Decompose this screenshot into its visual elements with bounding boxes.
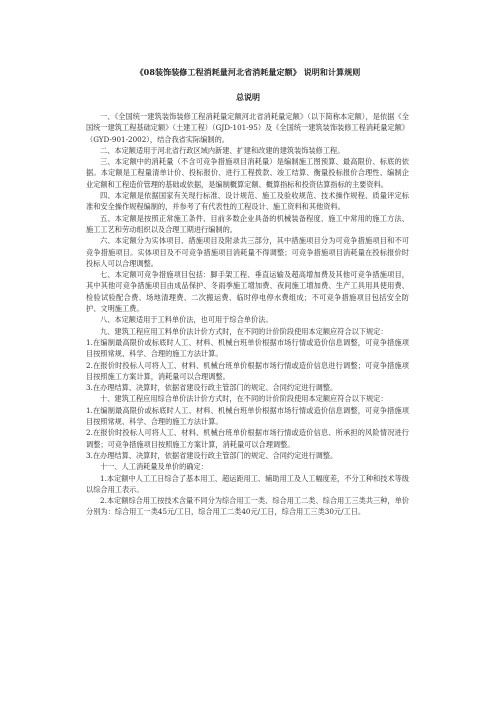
paragraph: 九、建筑工程应用工料单价法计价方式时，在不同的计价阶段使用本定额应符合以下规定： <box>100 326 388 336</box>
paragraph: 十、建筑工程应用综合单价法计价方式时，在不同的计价阶段使用本定额应符合以下规定： <box>100 394 388 404</box>
paragraph: 二、本定额适用于河北省行政区域内新建、扩建和改建的建筑装饰装修工程。 <box>100 145 345 155</box>
list-item: 2.在报价时投标人可将人工、材料、机械台班单价根据市场行情或造价信息进行调整；可竞争措施项目按照施工方案计算，消耗量可以合理调整。 <box>86 360 409 381</box>
paragraph: 六、本定额分为实体项目、措施项目及附录共三部分，其中措施项目分为可竞争措施项目和不可竞争措施项目。实体项目及不可竞争措施项目消耗量不得调整；可竞争措施项目消耗量在投标报价时投标人可以合理调整。 <box>86 236 409 268</box>
list-item: 1.在编制最高限价或标底时人工、材料、机械台班单价根据市场行情或造价信息调整，可竞争措施项目按照常规、科学、合理的施工方法计算。 <box>86 337 409 359</box>
paragraph: 五、本定额是按照正常施工条件、目前多数企业具备的机械装备程度、施工中常用的施工方法、施工工艺和劳动组织以及合理工期进行编制的。 <box>86 213 409 234</box>
paragraph: 七、本定额可竞争措施项目包括：脚手架工程、垂直运输及超高增加费及其他可竞争措施项目，其中其他可竞争措施项目由成品保护、冬雨季施工增加费、夜间施工增加费、生产工具用具使用费、检验试验配合费、场地清理费、二次搬运费、临时停电停水费组成；不可竞争措施项目包括安全防护、文明施工费。 <box>86 270 409 314</box>
section-heading: 总说明 <box>236 92 260 102</box>
list-item: 1.本定额中人工工日综合了基本用工、超运距用工、辅助用工及人工幅度差，不分工种和技术等级以综合用工表示。 <box>86 473 409 494</box>
paragraph: 一、《全国统一建筑装饰装修工程消耗量定额河北省消耗量定额》（以下简称本定额），是依据《全国统一建筑工程基础定额》（土建工程）（GJD-101-95）及《全国统一建筑装饰装修工程消耗量定额》（GYD-901-2002），结合我省实际编制的。 <box>86 112 409 144</box>
list-item: 2.本定额综合用工按技术含量不同分为综合用工一类、综合用工二类、综合用工三类共三种，单价分别为：综合用工一类45元/工日，综合用工二类40元/工日，综合用工三类30元/工日。 <box>86 496 409 517</box>
paragraph: 十一、人工消耗量及单价的确定： <box>100 462 208 472</box>
paragraph: 三、本定额中的消耗量（不含可竞争措施项目消耗量）是编制施工图预算、最高限价、标底的依据。本定额是工程量清单计价、投标报价、进行工程拨款、竣工结算、衡量投标报价合理性、编制企业定额和工程造价管理的基础或依据，是编制概算定额、概算指标和投资估算指标的主要资料。 <box>86 157 409 189</box>
list-item: 3.在办理结算、决算时，依据省建设行政主管部门的规定、合同约定进行调整。 <box>86 383 338 393</box>
list-item: 1.在编制最高限价或标底时人工、材料、机械台班单价根据市场行情或造价信息调整，可竞争措施项目按照常规、科学、合理的施工方法计算。 <box>86 405 409 427</box>
list-item: 2.在报价时投标人可将人工、材料、机械台班单价根据市场行情或造价信息、所承担的风险情况进行调整；可竞争措施项目按照施工方案计算，消耗量可以合理调整。 <box>86 428 409 449</box>
paragraph: 四、本定额是依据国家有关现行标准、设计规范、施工及验收规范、技术操作规程、质量评定标准和安全操作规程编制的，并参考了有代表性的工程设计、施工资料和其他资料。 <box>86 191 409 212</box>
paragraph: 八、本定额适用于工料单价法，也可用于综合单价法。 <box>100 315 273 325</box>
list-item: 3.在办理结算、决算时，依据省建设行政主管部门的规定、合同约定进行调整。 <box>86 450 338 460</box>
document-body <box>86 111 409 518</box>
document-title: 《08装饰装修工程消耗量河北省消耗量定额》 说明和计算规则 <box>135 67 361 77</box>
